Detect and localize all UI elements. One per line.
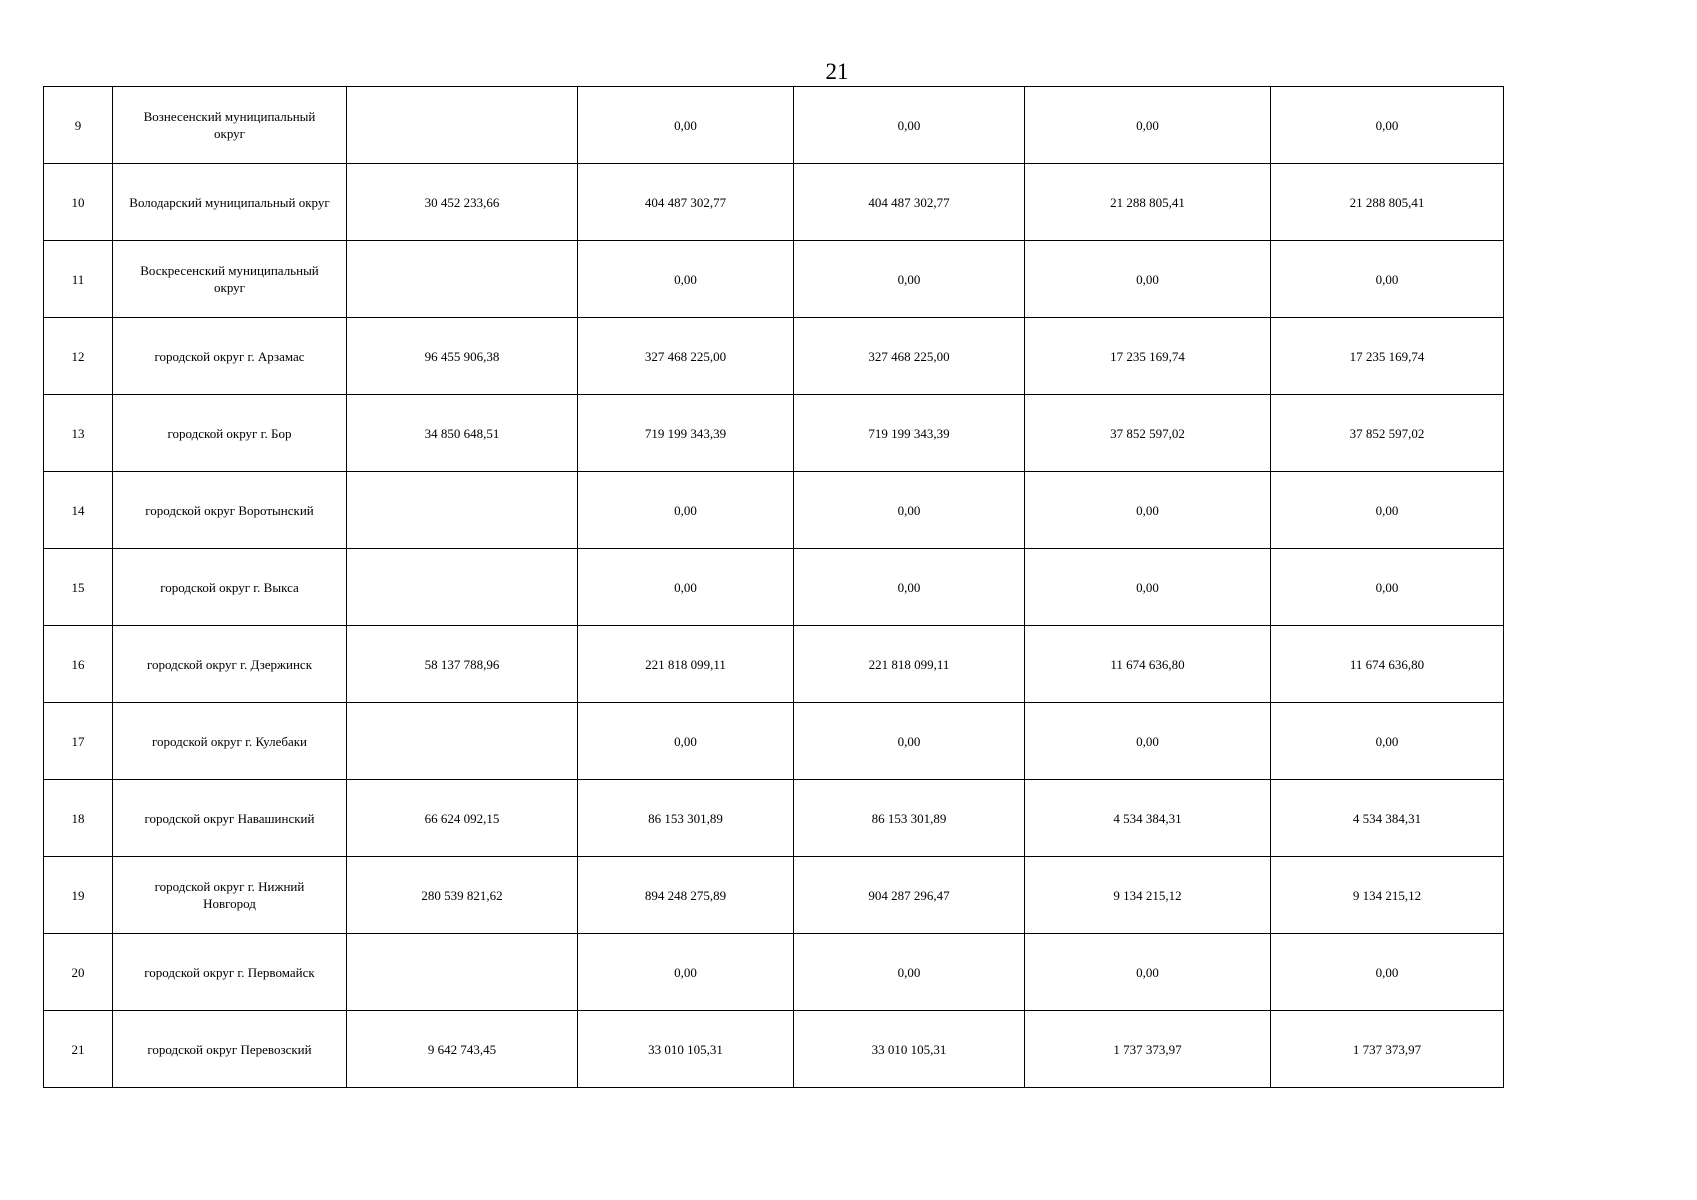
amount-cell-2: 0,00 [578, 703, 794, 780]
amount-cell-5: 0,00 [1271, 703, 1504, 780]
amount-cell-2: 404 487 302,77 [578, 164, 794, 241]
row-number-cell: 21 [44, 1011, 113, 1088]
amount-cell-4: 17 235 169,74 [1025, 318, 1271, 395]
table-row [44, 395, 1504, 472]
amount-cell-1: 280 539 821,62 [347, 857, 578, 934]
table-body [44, 87, 1504, 1088]
amount-cell-5: 9 134 215,12 [1271, 857, 1504, 934]
amount-cell-4: 37 852 597,02 [1025, 395, 1271, 472]
row-number-cell: 11 [44, 241, 113, 318]
amount-cell-1 [347, 472, 578, 549]
amount-cell-5: 0,00 [1271, 87, 1504, 164]
municipality-name-cell: городской округ Воротынский [113, 472, 347, 549]
amount-cell-4: 0,00 [1025, 472, 1271, 549]
amount-cell-1 [347, 703, 578, 780]
municipality-name-cell: городской округ Перевозский [113, 1011, 347, 1088]
row-number-cell: 13 [44, 395, 113, 472]
row-number-cell: 18 [44, 780, 113, 857]
amount-cell-5: 4 534 384,31 [1271, 780, 1504, 857]
row-number-cell: 12 [44, 318, 113, 395]
municipality-name-cell: городской округ г. Кулебаки [113, 703, 347, 780]
amount-cell-5: 1 737 373,97 [1271, 1011, 1504, 1088]
page-number: 21 [825, 59, 849, 84]
amount-cell-2: 0,00 [578, 87, 794, 164]
row-number-cell: 20 [44, 934, 113, 1011]
amount-cell-1 [347, 241, 578, 318]
amount-cell-1: 96 455 906,38 [347, 318, 578, 395]
table-row [44, 857, 1504, 934]
table-row [44, 703, 1504, 780]
amount-cell-4: 9 134 215,12 [1025, 857, 1271, 934]
table-row [44, 164, 1504, 241]
amount-cell-2: 719 199 343,39 [578, 395, 794, 472]
table-row [44, 934, 1504, 1011]
municipality-name-cell: городской округ г. Арзамас [113, 318, 347, 395]
amount-cell-5: 0,00 [1271, 472, 1504, 549]
amount-cell-3: 0,00 [794, 549, 1025, 626]
amount-cell-4: 11 674 636,80 [1025, 626, 1271, 703]
amount-cell-1: 30 452 233,66 [347, 164, 578, 241]
table-row [44, 241, 1504, 318]
amount-cell-3: 327 468 225,00 [794, 318, 1025, 395]
municipality-name-cell: городской округ Навашинский [113, 780, 347, 857]
amount-cell-3: 0,00 [794, 934, 1025, 1011]
amount-cell-3: 33 010 105,31 [794, 1011, 1025, 1088]
amount-cell-2: 86 153 301,89 [578, 780, 794, 857]
row-number-cell: 15 [44, 549, 113, 626]
table-row [44, 318, 1504, 395]
table-row [44, 1011, 1504, 1088]
amount-cell-4: 1 737 373,97 [1025, 1011, 1271, 1088]
row-number-cell: 19 [44, 857, 113, 934]
amount-cell-5: 0,00 [1271, 549, 1504, 626]
amount-cell-1 [347, 87, 578, 164]
amount-cell-5: 0,00 [1271, 241, 1504, 318]
amount-cell-2: 0,00 [578, 549, 794, 626]
amount-cell-1 [347, 934, 578, 1011]
row-number-cell: 16 [44, 626, 113, 703]
amount-cell-3: 0,00 [794, 472, 1025, 549]
municipality-name-cell: городской округ г. Нижний Новгород [113, 857, 347, 934]
amount-cell-5: 21 288 805,41 [1271, 164, 1504, 241]
amount-cell-3: 0,00 [794, 241, 1025, 318]
amount-cell-2: 33 010 105,31 [578, 1011, 794, 1088]
amount-cell-2: 0,00 [578, 934, 794, 1011]
amount-cell-3: 904 287 296,47 [794, 857, 1025, 934]
amount-cell-3: 719 199 343,39 [794, 395, 1025, 472]
amount-cell-2: 221 818 099,11 [578, 626, 794, 703]
amount-cell-4: 21 288 805,41 [1025, 164, 1271, 241]
table-row [44, 472, 1504, 549]
amount-cell-3: 0,00 [794, 87, 1025, 164]
amount-cell-1 [347, 549, 578, 626]
row-number-cell: 17 [44, 703, 113, 780]
amount-cell-5: 17 235 169,74 [1271, 318, 1504, 395]
municipality-name-cell: Вознесенский муниципальный округ [113, 87, 347, 164]
amount-cell-5: 0,00 [1271, 934, 1504, 1011]
amount-cell-3: 0,00 [794, 703, 1025, 780]
table-row [44, 87, 1504, 164]
amount-cell-2: 0,00 [578, 472, 794, 549]
municipality-name-cell: Володарский муниципальный округ [113, 164, 347, 241]
row-number-cell: 14 [44, 472, 113, 549]
amount-cell-1: 34 850 648,51 [347, 395, 578, 472]
data-table [43, 86, 1504, 1088]
row-number-cell: 9 [44, 87, 113, 164]
amount-cell-4: 0,00 [1025, 934, 1271, 1011]
amount-cell-1: 9 642 743,45 [347, 1011, 578, 1088]
municipality-name-cell: городской округ г. Выкса [113, 549, 347, 626]
table-row [44, 549, 1504, 626]
amount-cell-4: 0,00 [1025, 87, 1271, 164]
amount-cell-4: 0,00 [1025, 703, 1271, 780]
amount-cell-4: 0,00 [1025, 241, 1271, 318]
amount-cell-2: 327 468 225,00 [578, 318, 794, 395]
amount-cell-3: 86 153 301,89 [794, 780, 1025, 857]
amount-cell-4: 4 534 384,31 [1025, 780, 1271, 857]
municipality-name-cell: городской округ г. Первомайск [113, 934, 347, 1011]
municipality-name-cell: городской округ г. Дзержинск [113, 626, 347, 703]
amount-cell-1: 58 137 788,96 [347, 626, 578, 703]
amount-cell-1: 66 624 092,15 [347, 780, 578, 857]
amount-cell-2: 894 248 275,89 [578, 857, 794, 934]
table-row [44, 780, 1504, 857]
amount-cell-5: 37 852 597,02 [1271, 395, 1504, 472]
amount-cell-4: 0,00 [1025, 549, 1271, 626]
amount-cell-3: 404 487 302,77 [794, 164, 1025, 241]
municipality-name-cell: городской округ г. Бор [113, 395, 347, 472]
amount-cell-2: 0,00 [578, 241, 794, 318]
municipality-name-cell: Воскресенский муниципальный округ [113, 241, 347, 318]
amount-cell-3: 221 818 099,11 [794, 626, 1025, 703]
row-number-cell: 10 [44, 164, 113, 241]
table-row [44, 626, 1504, 703]
amount-cell-5: 11 674 636,80 [1271, 626, 1504, 703]
